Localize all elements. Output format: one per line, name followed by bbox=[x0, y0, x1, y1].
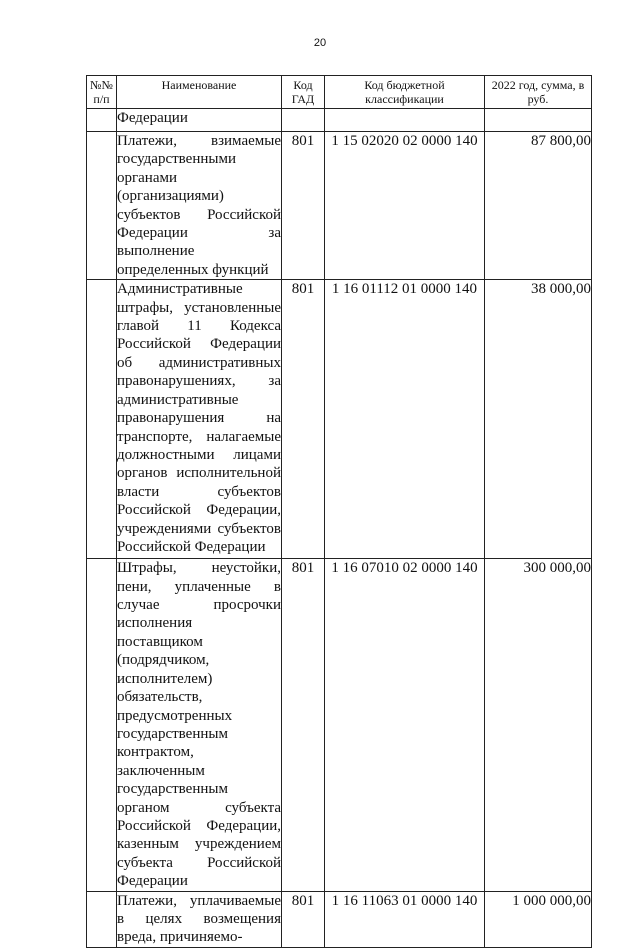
header-gad: Код ГАД bbox=[282, 76, 325, 109]
row-sum: 87 800,00 bbox=[485, 132, 592, 280]
table-row bbox=[87, 280, 592, 559]
row-num bbox=[87, 109, 117, 132]
row-gad: 801 bbox=[282, 891, 325, 947]
row-num bbox=[87, 280, 117, 559]
row-name: Платежи, взимаемые государственными органами (организациями) субъектов Российской Федерации за выполнение определенных функций bbox=[117, 133, 281, 278]
row-num bbox=[87, 891, 117, 947]
row-budget-code bbox=[325, 109, 485, 132]
budget-revenue-table bbox=[86, 75, 592, 948]
row-name: Административные штрафы, установленные главой 11 Кодекса Российской Федерации об административных правонарушениях, за административные правонарушения на транспорте, налагаемые должностными лицами органов исполнительной власти субъектов Российской Федерации, учреждениями субъектов Российской Федерации bbox=[117, 280, 282, 559]
header-budget-code: Код бюджетной классификации bbox=[325, 76, 485, 109]
header-sum: 2022 год, сумма, в руб. bbox=[485, 76, 592, 109]
table-row bbox=[87, 132, 592, 280]
row-budget-code: 1 16 01112 01 0000 140 bbox=[325, 280, 485, 559]
row-name: Федерации bbox=[117, 109, 282, 132]
row-num bbox=[87, 132, 117, 280]
row-num bbox=[87, 559, 117, 891]
row-gad bbox=[282, 109, 325, 132]
header-name: Наименование bbox=[117, 76, 282, 109]
row-budget-code: 1 16 11063 01 0000 140 bbox=[325, 891, 485, 947]
row-gad: 801 bbox=[282, 280, 325, 559]
row-budget-code: 1 16 07010 02 0000 140 bbox=[325, 559, 485, 891]
row-name: Штрафы, неустойки, пени, уплаченные в случае просрочки исполнения поставщиком (подрядчиком, исполнителем) обязательств, предусмотренных государственным контрактом, заключенным государственным органом субъекта Российской Федерации, казенным учреждением субъекта Российской Федерации bbox=[117, 560, 281, 890]
row-gad: 801 bbox=[282, 559, 325, 891]
row-name: Платежи, уплачиваемые в целях возмещения вреда, причиняемо- bbox=[117, 892, 281, 946]
table-row bbox=[87, 109, 592, 132]
row-sum: 1 000 000,00 bbox=[485, 891, 592, 947]
row-sum: 300 000,00 bbox=[485, 559, 592, 891]
row-sum: 38 000,00 bbox=[485, 280, 592, 559]
page-number: 20 bbox=[313, 37, 327, 49]
table-row bbox=[87, 891, 592, 947]
row-budget-code: 1 15 02020 02 0000 140 bbox=[325, 132, 485, 280]
row-gad: 801 bbox=[282, 132, 325, 280]
table-row bbox=[87, 559, 592, 891]
table-header-row bbox=[87, 76, 592, 109]
header-num: №№ п/п bbox=[87, 76, 117, 109]
row-sum bbox=[485, 109, 592, 132]
